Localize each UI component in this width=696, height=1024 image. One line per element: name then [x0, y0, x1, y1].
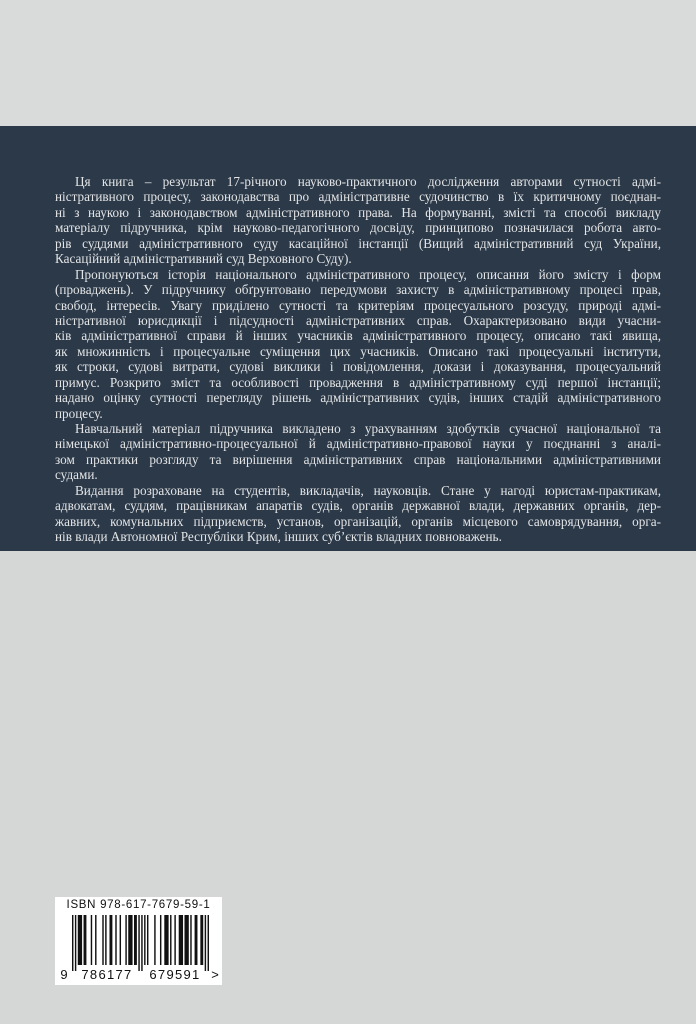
barcode-box	[55, 897, 222, 985]
blurb-paragraph	[55, 421, 661, 483]
blurb-line: надано оцінку сутності перегляду рішень адміністративних судів, інших стадій адміністративного	[55, 390, 661, 406]
blurb-line: як строки, судові витрати, судові виклики і повідомлення, докази і доказування, процесуальний	[55, 359, 661, 375]
blurb-line: адвокатам, суддям, працівникам апаратів судів, органів державної влади, державних органів, дер-	[55, 498, 661, 514]
barcode-bar	[200, 915, 203, 965]
barcode-bar	[72, 915, 73, 971]
barcode-bar	[205, 915, 206, 971]
barcode-bar	[141, 915, 142, 971]
blurb-line: матеріалу підручника, крім науково-педагогічного досвіду, принципово позначилася робота авто-	[55, 220, 661, 236]
blurb-line: рів суддями адміністративного суду касаційної інстанції (Вищий адміністративний суд України,	[55, 235, 661, 251]
barcode-bar	[138, 915, 139, 971]
barcode-bar	[75, 915, 76, 971]
blurb-line: Пропонуються історія національного адміністративного процесу, описання його змісту і форм	[75, 266, 661, 282]
blurb-line: німецької адміністративно-процесуальної й адміністративно-правової науки у поєднанні з аналі-	[55, 436, 661, 452]
blurb-line: ків адміністративної справи й інших учасників адміністративного процесу, описано такі явища,	[55, 328, 661, 344]
blurb-paragraph	[55, 267, 661, 421]
blurb-line: процесу.	[55, 405, 103, 421]
barcode-bar	[170, 915, 171, 965]
barcode-bar	[105, 915, 106, 965]
barcode-bar	[174, 915, 175, 965]
blurb-paragraph	[55, 174, 661, 267]
isbn-label: ISBN 978-617-7679-59-1	[66, 899, 211, 911]
barcode-bar	[84, 915, 87, 965]
blurb-line: (проваджень). У підручнику обґрунтовано передумови захисту в адміністративному процесі прав,	[55, 282, 661, 298]
blurb-line: свобод, інтересів. Увагу приділено сутності та критеріям процесуального розсуду, природі адмі-	[55, 297, 661, 313]
barcode-bar	[91, 915, 92, 965]
barcode-bar	[179, 915, 183, 965]
barcode-quiet-zone-mark: >	[211, 967, 219, 982]
barcode-bar	[160, 915, 161, 965]
barcode-bar	[102, 915, 103, 965]
barcode-bar	[154, 915, 155, 965]
blurb-line: ністративного процесу, законодавства про адміністративне судочинство в їх критичному поєднан-	[55, 189, 661, 205]
barcode-bar	[109, 915, 112, 965]
blurb-paragraph	[55, 483, 661, 545]
barcode-bar	[120, 915, 121, 965]
barcode-bar	[134, 915, 137, 965]
barcode-bars	[72, 915, 209, 971]
barcode-left-digits: 786177	[81, 967, 133, 982]
barcode-bar	[78, 915, 82, 965]
barcode-bar	[190, 915, 191, 965]
barcode-bar	[115, 915, 116, 965]
barcode-right-digits: 679591	[149, 967, 201, 982]
blurb-line: жавних, комунальних підприємств, установ, організацій, органів місцевого самоврядування, орга-	[55, 513, 661, 529]
barcode-bar	[125, 915, 126, 965]
barcode-bar	[144, 915, 145, 965]
top-margin-area	[0, 0, 696, 126]
blurb-line: примус. Розкрито зміст та особливості провадження в адміністративному суді першої інстанції;	[55, 374, 661, 390]
blurb-line: як множинність і процесуальне суміщення цих учасників. Описано такі процесуальні інститути,	[55, 343, 661, 359]
barcode-bar	[195, 915, 198, 965]
blurb-line: Навчальний матеріал підручника викладено з урахуванням здобутків сучасної національної та	[75, 421, 661, 436]
blurb-line: Касаційний адміністративний суд Верховного Суду).	[55, 251, 352, 267]
blurb-line: ністративної юрисдикції і підсудності адміністративних справ. Охарактеризовано види учасни-	[55, 312, 661, 328]
barcode-bar	[184, 915, 188, 965]
blurb-text	[55, 174, 661, 545]
barcode-bar	[147, 915, 148, 965]
blurb-line: Видання розраховане на студентів, викладачів, науковців. Стане у нагоді юристам-практикам,	[75, 482, 661, 498]
blurb-line: ні з наукою і законодавством адміністративного права. На формуванні, змісті та способі викладу	[55, 204, 661, 220]
barcode-bar	[164, 915, 168, 965]
barcode-bar	[95, 915, 96, 965]
blurb-line: нів влади Автономної Республіки Крим, інших суб’єктів владних повноважень.	[55, 529, 502, 545]
barcode-bar	[128, 915, 132, 965]
blurb-line: судами.	[55, 467, 98, 483]
blurb-line: Ця книга – результат 17-річного науково-практичного дослідження авторами сутності адмі-	[75, 174, 661, 189]
blurb-line: зом практики розгляду та вирішення адміністративних справ національними адміністративними	[55, 451, 661, 467]
barcode-bar	[208, 915, 209, 971]
barcode-lead-digit: 9	[60, 967, 68, 982]
